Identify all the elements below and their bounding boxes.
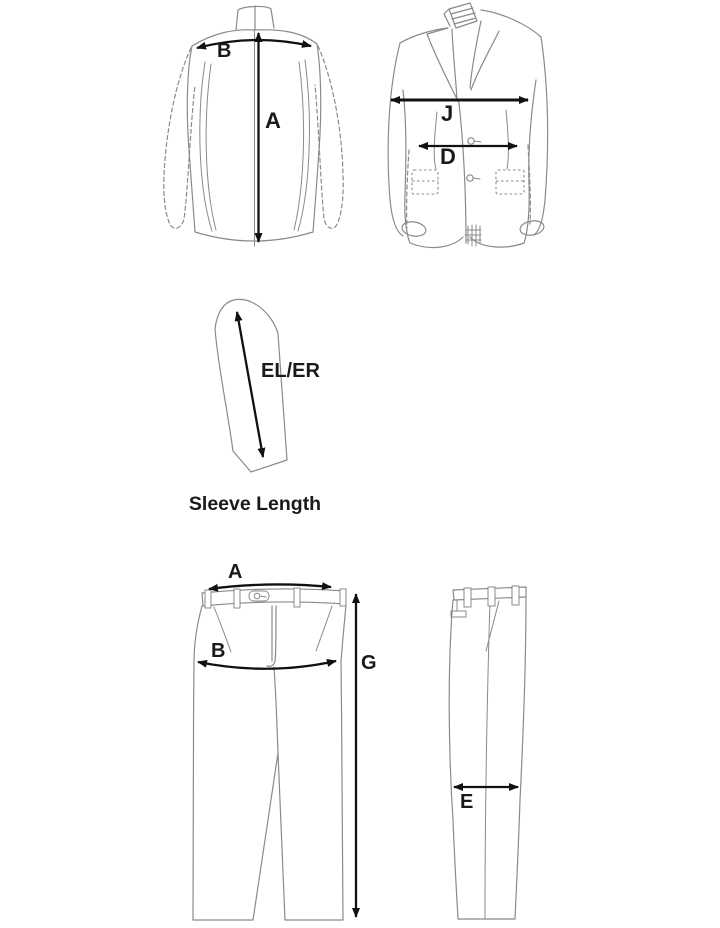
pocket-left — [412, 170, 438, 194]
jacket-front-collar — [444, 3, 477, 28]
jacket-front-cuff-left — [401, 220, 427, 238]
trouser-waist-arrow — [209, 584, 331, 589]
belt-loop — [464, 588, 471, 607]
belt-loop — [234, 589, 240, 608]
jacket-front-buttons — [467, 138, 481, 181]
belt-loop — [205, 590, 211, 608]
label-d-waist: D — [440, 144, 456, 169]
label-g-outseam: G — [361, 652, 377, 674]
pocket-right — [496, 170, 524, 194]
jacket-front-sleeve-left — [388, 43, 403, 236]
sleeve-length-caption: Sleeve Length — [188, 493, 322, 515]
jacket-front-shoulders — [400, 10, 541, 43]
trousers-front-button-tab — [249, 591, 269, 601]
jacket-back-figure — [164, 6, 343, 246]
belt-loop — [294, 588, 300, 607]
label-a-back-length: A — [265, 108, 281, 133]
trousers-front-inseam — [193, 667, 343, 920]
belt-loop — [488, 587, 495, 606]
label-b-hip: B — [211, 640, 226, 662]
jacket-front-sleeve-right — [534, 37, 548, 235]
button-top — [468, 138, 474, 144]
jacket-back-collar — [236, 6, 274, 30]
trousers-front-waistband — [202, 589, 346, 606]
label-e-knee: E — [460, 791, 474, 813]
jacket-front-pockets — [412, 170, 524, 194]
label-j-chest: J — [441, 101, 454, 126]
jacket-front-lapels — [427, 21, 499, 243]
sleeve-figure — [189, 299, 321, 515]
hip-width-arrow — [198, 661, 336, 669]
trousers-side-crease — [485, 601, 499, 919]
sleeve-length-arrow — [237, 312, 263, 457]
trousers-front-figure — [193, 561, 377, 920]
jacket-back-sleeve-left-dashed — [164, 48, 195, 228]
jacket-front-figure — [388, 3, 547, 248]
button-top-hole — [475, 141, 482, 142]
trousers-side-figure — [449, 586, 526, 919]
label-el-er: EL/ER — [261, 360, 320, 382]
button-bottom-hole — [474, 178, 481, 179]
label-b-shoulder: B — [217, 40, 232, 62]
belt-loop — [340, 589, 346, 606]
belt-loop — [512, 586, 519, 605]
trousers-front-fly — [267, 606, 276, 666]
jacket-front-body-sides — [403, 80, 536, 243]
jacket-front-hem — [410, 237, 524, 248]
waist-tab — [249, 591, 269, 601]
jacket-back-sleeve-right-dashed — [315, 46, 343, 228]
trousers-front-pocket-slants — [214, 606, 332, 652]
label-a-waist: A — [228, 561, 243, 583]
jacket-front-sleeve-left-inner — [407, 150, 409, 228]
button-bottom — [467, 175, 473, 181]
